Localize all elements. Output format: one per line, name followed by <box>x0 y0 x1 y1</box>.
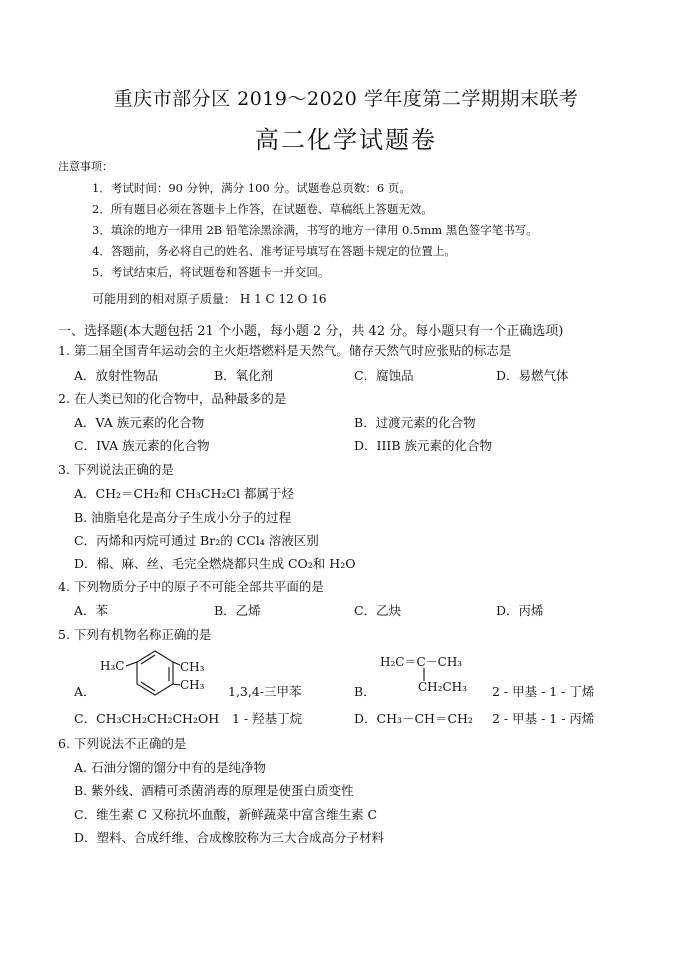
option-b-name: 2 - 甲基 - 1 - 丁烯 <box>492 684 595 699</box>
exam-subtitle: 高二化学试题卷 <box>255 126 437 154</box>
h3c-group: H₃C <box>100 659 125 673</box>
option-b: B．乙烯 <box>214 603 261 618</box>
option-b: B．氧化剂 <box>214 368 274 383</box>
option-a-name: 1,3,4-三甲苯 <box>228 684 302 699</box>
ethyl-branch: CH₂CH₃ <box>418 680 467 694</box>
option-c-name: 1 - 羟基丁烷 <box>232 711 303 726</box>
ring-double-bond <box>141 682 155 691</box>
option-a: A．VA 族元素的化合物 <box>74 415 205 430</box>
question-stem: 2. 在人类已知的化合物中，品种最多的是 <box>58 391 287 406</box>
question-stem: 1. 第二届全国青年运动会的主火炬塔燃料是天然气。储存天然气时应张贴的标志是 <box>58 343 512 358</box>
option-d: D．塑料、合成纤维、合成橡胶称为三大合成高分子材料 <box>74 830 385 845</box>
exam-title: 重庆市部分区 2019～2020 学年度第二学期期末联考 <box>113 88 579 110</box>
notice-heading: 注意事项： <box>58 160 113 173</box>
option-c: C．维生素 C 又称抗坏血酸，新鲜蔬菜中富含维生素 C <box>74 807 378 822</box>
option-a-label: A． <box>74 684 96 699</box>
ch3-group-bottom: CH₃ <box>180 678 205 692</box>
benzene-ring-structure <box>120 645 190 705</box>
option-c: C．丙烯和丙烷可通过 Br₂的 CCl₄ 溶液区别 <box>74 533 319 548</box>
option-b-label: B． <box>354 684 376 699</box>
notice-item: 3．填涂的地方一律用 2B 铅笔涂黑涂满，书写的地方一律用 0.5mm 黑色签字笔书写。 <box>92 223 538 237</box>
option-b: B．过渡元素的化合物 <box>354 415 476 430</box>
option-a: A．苯 <box>74 603 109 618</box>
option-c: C．CH₃CH₂CH₂CH₂OH <box>74 711 220 726</box>
option-a: A．放射性物品 <box>74 368 159 383</box>
substituent-bond <box>126 662 137 666</box>
benzene-ring <box>137 651 173 695</box>
option-d: D．丙烯 <box>496 603 544 618</box>
option-b: B. 紫外线、酒精可杀菌消毒的原理是使蛋白质变性 <box>74 783 354 798</box>
atomic-masses: 可能用到的相对原子质量： H 1 C 12 O 16 <box>92 292 327 306</box>
alkene-main-chain: H₂C＝C－CH₃ <box>380 655 463 669</box>
option-d: D．IIIB 族元素的化合物 <box>354 438 492 453</box>
option-d-name: 2 - 甲基 - 1 - 丙烯 <box>492 711 595 726</box>
ring-double-bond <box>141 655 155 664</box>
ch3-group-top: CH₃ <box>180 660 205 674</box>
option-d: D．CH₃－CH＝CH₂ <box>354 711 473 726</box>
substituent-bond <box>173 684 180 685</box>
option-d: D．易燃气体 <box>496 368 569 383</box>
option-a: A. 石油分馏的馏分中有的是纯净物 <box>74 760 266 775</box>
section-title: 一、选择题(本大题包括 21 个小题，每小题 2 分，共 42 分。每小题只有一个正确选项) <box>58 324 564 339</box>
substituent-bond <box>173 662 180 665</box>
notice-item: 2．所有题目必须在答题卡上作答，在试题卷、草稿纸上答题无效。 <box>92 202 433 216</box>
option-a: A．CH₂＝CH₂和 CH₃CH₂Cl 都属于烃 <box>74 486 294 501</box>
question-stem: 5. 下列有机物名称正确的是 <box>58 627 212 642</box>
question-stem: 3. 下列说法正确的是 <box>58 462 174 477</box>
option-c: C．乙炔 <box>354 603 402 618</box>
question-stem: 6. 下列说法不正确的是 <box>58 736 187 751</box>
option-b: B. 油脂皂化是高分子生成小分子的过程 <box>74 510 292 525</box>
option-d: D．棉、麻、丝、毛完全燃烧都只生成 CO₂和 H₂O <box>74 556 356 571</box>
option-c: C．腐蚀品 <box>354 368 414 383</box>
option-c: C．IVA 族元素的化合物 <box>74 438 210 453</box>
notice-item: 1．考试时间：90 分钟，满分 100 分。试题卷总页数：6 页。 <box>92 181 411 195</box>
notice-item: 4．答题前，务必将自己的姓名、准考证号填写在答题卡规定的位置上。 <box>92 244 456 258</box>
notice-item: 5．考试结束后，将试题卷和答题卡一并交回。 <box>92 265 330 279</box>
question-stem: 4. 下列物质分子中的原子不可能全部共平面的是 <box>58 579 324 594</box>
